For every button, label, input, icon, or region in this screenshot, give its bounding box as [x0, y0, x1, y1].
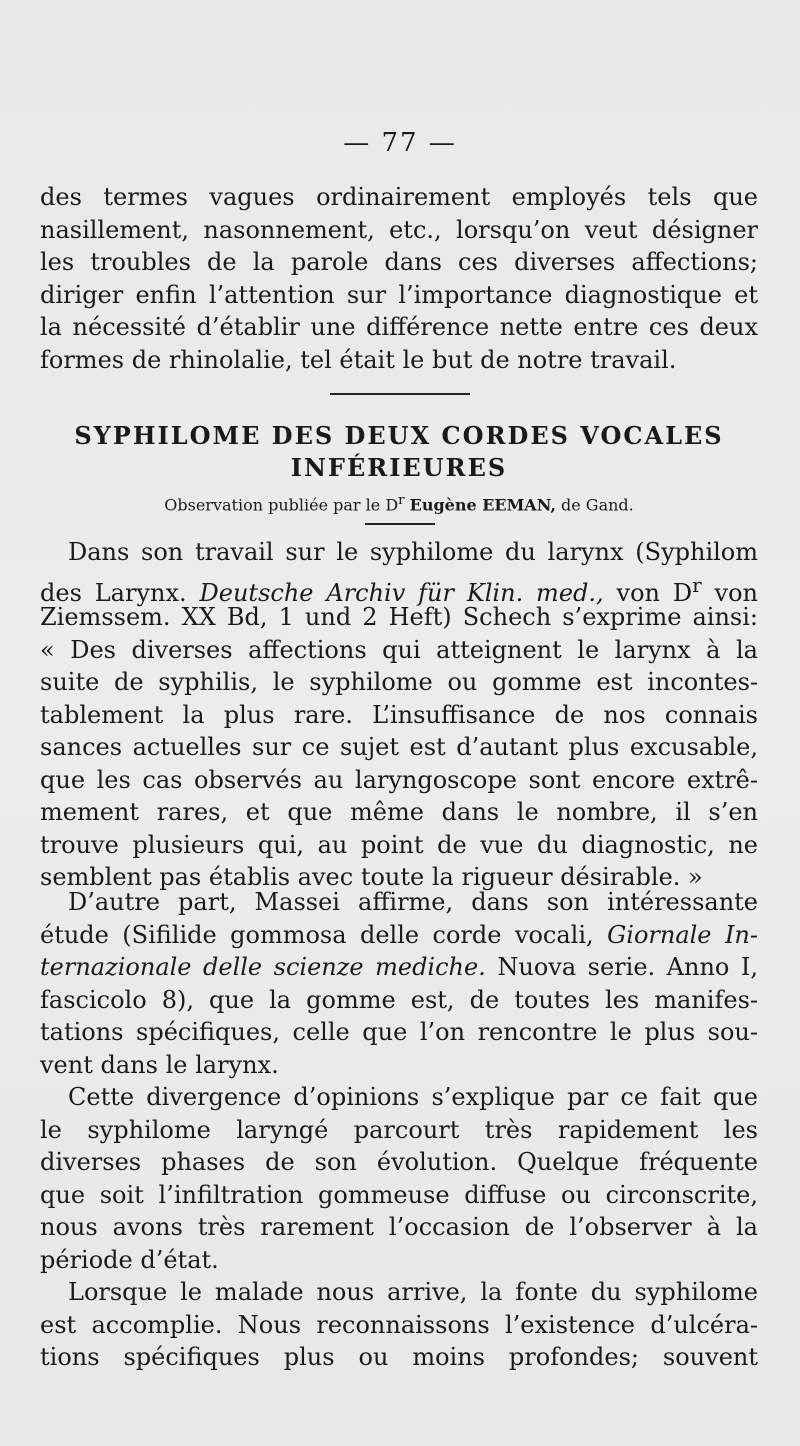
text-line: Ziemssem. XX Bd, 1 und 2 Heft) Schech s’exprime ainsi: [40, 603, 758, 631]
text-line: le syphilome laryngé parcourt très rapidement les [40, 1115, 758, 1144]
text-line: des termes vagues ordinairement employés tels que [40, 183, 758, 211]
text-line: suite de syphilis, le syphilome ou gomme est incontes- [40, 668, 758, 696]
text-line: Dans son travail sur le syphilome du larynx (Syphilom [68, 538, 758, 566]
text-line [40, 569, 759, 607]
superscript: r [692, 572, 702, 597]
paragraph-2 [40, 886, 758, 1081]
text-run: étude (Sifilide gommosa delle corde vocali, [40, 920, 594, 949]
text-line: mement rares, et que même dans le nombre, il s’en [40, 798, 758, 826]
text-line: trouve plusieurs qui, au point de vue du diagnostic, ne [40, 830, 758, 859]
section-title-continued: INFÉRIEURES [290, 453, 508, 482]
text-line: nasillement, nasonnement, etc., lorsqu’on veut désigner [40, 215, 758, 244]
page-number: — 77 — [343, 128, 457, 158]
text-line: les troubles de la parole dans ces diverses affections; [40, 248, 758, 276]
text-run: von D [616, 578, 693, 607]
text-line: que soit l’infiltration gommeuse diffuse ou circonscrite, [40, 1180, 758, 1209]
text-run: des Larynx. [40, 578, 187, 607]
text-line: formes de rhinolalie, tel était le but de notre travail. [40, 345, 677, 374]
text-run: Nuova serie. Anno I, [497, 953, 758, 981]
author-name: Eugène EEMAN, [409, 495, 556, 515]
section-divider [330, 393, 470, 395]
text-line: sances actuelles sur ce sujet est d’autant plus excusable, [40, 733, 758, 761]
text-line [40, 919, 758, 952]
text-line: vent dans le larynx. [40, 1050, 279, 1079]
paragraph-3 [40, 1081, 758, 1276]
subtitle-prefix: Observation publiée par le D [164, 495, 399, 515]
text-line: semblent pas établis avec toute la rigueur désirable. » [40, 863, 703, 891]
paragraph-4 [40, 1276, 758, 1374]
text-run: von [714, 578, 759, 607]
text-line: « Des diverses affections qui atteignent le larynx à la [40, 635, 758, 664]
text-line: Lorsque le malade nous arrive, la fonte du syphilome [68, 1278, 758, 1306]
text-line [40, 951, 758, 984]
journal-title: Giornale In- [607, 920, 758, 949]
text-line: que les cas observés au laryngoscope sont encore extrê- [40, 765, 758, 794]
subtitle-suffix: de Gand. [560, 495, 634, 515]
text-line: Cette divergence d’opinions s’explique par ce fait que [68, 1083, 758, 1111]
text-line: diriger enfin l’attention sur l’importance diagnostique et [40, 280, 758, 309]
text-line: est accomplie. Nous reconnaissons l’existence d’ulcéra- [40, 1310, 758, 1339]
text-line: nous avons très rarement l’occasion de l’observer à la [40, 1213, 758, 1241]
text-line: tablement la plus rare. L’insuffisance de nos connais [40, 700, 758, 729]
text-line: période d’état. [40, 1245, 219, 1274]
journal-title: ternazionale delle scienze mediche. [40, 953, 486, 981]
journal-title: Deutsche Archiv für Klin. med., [199, 578, 604, 607]
text-line: diverses phases de son évolution. Quelque fréquente [40, 1148, 758, 1176]
section-subtitle [40, 491, 758, 515]
subtitle-sup: r [398, 493, 405, 508]
text-line: D’autre part, Massei affirme, dans son intéressante [68, 888, 758, 916]
text-line: la nécessité d’établir une différence nette entre ces deux [40, 313, 758, 341]
text-line: fascicolo 8), que la gomme est, de toutes les manifes- [40, 985, 758, 1014]
text-line: tions spécifiques plus ou moins profondes; souvent [40, 1343, 758, 1371]
subtitle-divider [365, 523, 435, 525]
text-line: tations spécifiques, celle que l’on rencontre le plus sou- [40, 1018, 758, 1046]
intro-paragraph [40, 181, 758, 376]
paragraph-1 [40, 536, 758, 894]
section-title: SYPHILOME DES DEUX CORDES VOCALES [74, 421, 724, 450]
